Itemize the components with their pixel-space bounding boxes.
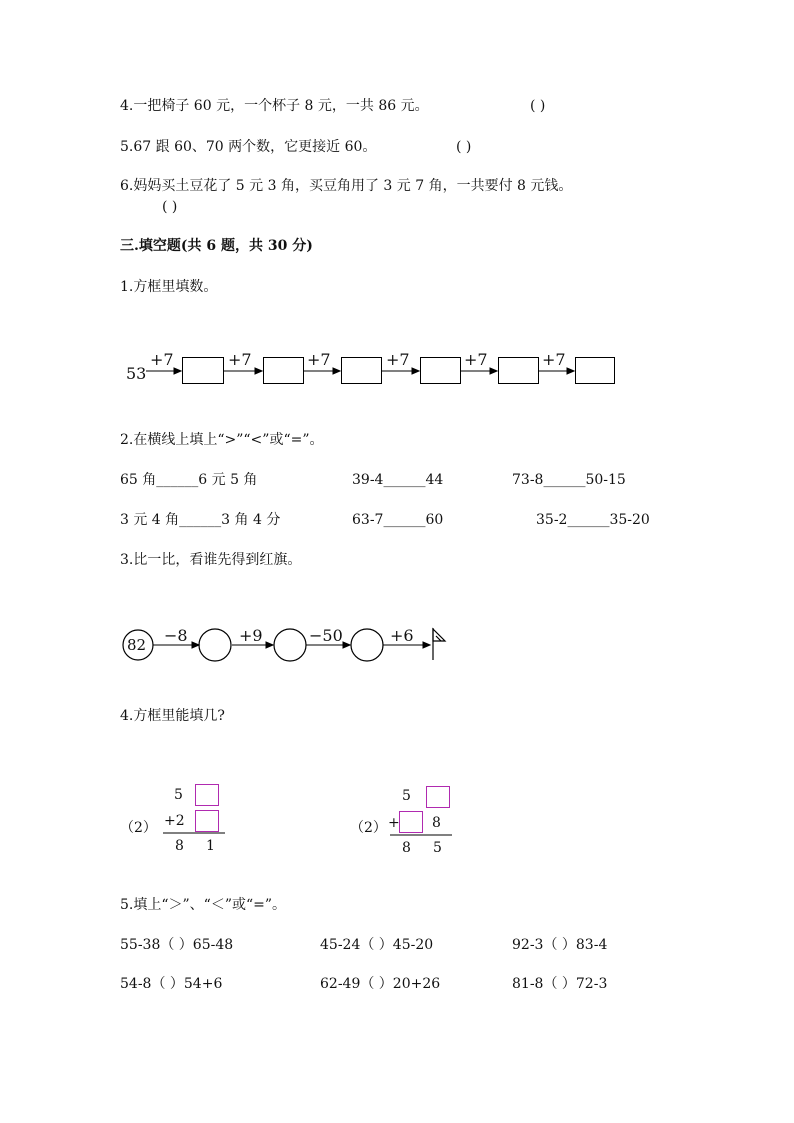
fill4b-label: （2） (350, 820, 387, 836)
fill4-title: 4.方框里能填几? (120, 708, 225, 724)
fill4a-answer-box[interactable] (195, 810, 219, 832)
fill1-step-label: +7 (386, 350, 410, 369)
fill5-item[interactable]: 55-38（ ）65-48 (120, 937, 234, 953)
fill4a-result-digit: 1 (206, 838, 215, 854)
fill4b-digit: 8 (432, 815, 441, 831)
fill2-item[interactable]: 39-4______44 (352, 472, 444, 488)
fill3-title: 3.比一比，看谁先得到红旗。 (120, 552, 302, 568)
fill4a-label: （2） (120, 820, 157, 836)
fill1-step-label: +7 (307, 350, 331, 369)
fill2-title: 2.在横线上填上“>”“<”或“=”。 (120, 432, 324, 448)
fill3-answer-circle[interactable] (199, 629, 231, 661)
fill4a-answer-box[interactable] (195, 784, 219, 806)
fill4b-answer-box[interactable] (426, 786, 450, 808)
fill1-title: 1.方框里填数。 (120, 279, 218, 295)
judge-q4-answer-paren[interactable]: ( ) (530, 98, 546, 114)
fill3-answer-circle[interactable] (351, 629, 383, 661)
fill1-step-label: +7 (542, 350, 566, 369)
judge-q4-text: 4.一把椅子 60 元，一个杯子 8 元，一共 86 元。 (120, 98, 429, 114)
fill1-start-number: 53 (126, 364, 147, 383)
fill5-item[interactable]: 54-8（ ）54+6 (120, 976, 223, 992)
fill1-answer-box[interactable] (182, 357, 224, 384)
fill1-answer-box[interactable] (575, 357, 615, 384)
fill1-step-label: +7 (228, 350, 252, 369)
judge-q6-answer-paren[interactable]: ( ) (162, 199, 178, 215)
fill3-step-label: −50 (309, 626, 343, 645)
fill4b-answer-box[interactable] (399, 811, 423, 833)
fill2-item[interactable]: 65 角______6 元 5 角 (120, 472, 258, 488)
fill2-item[interactable]: 73-8______50-15 (512, 472, 626, 488)
fill5-item[interactable]: 92-3（ ）83-4 (512, 937, 608, 953)
fill5-item[interactable]: 81-8（ ）72-3 (512, 976, 608, 992)
fill4b-plus-sign: + (388, 815, 400, 831)
judge-q5-answer-paren[interactable]: ( ) (456, 139, 472, 155)
fill1-answer-box[interactable] (263, 357, 304, 384)
fill4b-result-digit: 5 (433, 840, 442, 856)
fill5-item[interactable]: 62-49（ ）20+26 (320, 976, 441, 992)
fill5-item[interactable]: 45-24（ ）45-20 (320, 937, 434, 953)
fill3-step-label: +6 (390, 626, 414, 645)
fill5-title: 5.填上“＞”、“＜”或“=”。 (120, 897, 287, 913)
section-title: 三.填空题(共 6 题，共 30 分) (120, 238, 313, 254)
fill2-item[interactable]: 3 元 4 角______3 角 4 分 (120, 512, 281, 528)
judge-q6-text: 6.妈妈买土豆花了 5 元 3 角，买豆角用了 3 元 7 角，一共要付 8 元钱。 (120, 178, 573, 194)
fill4a-top-digit: 5 (174, 787, 183, 803)
judge-q5-text: 5.67 跟 60、70 两个数，它更接近 60。 (120, 139, 377, 155)
fill3-answer-circle[interactable] (274, 629, 306, 661)
fill1-answer-box[interactable] (498, 357, 539, 384)
fill4a-addend: +2 (164, 813, 185, 829)
fill4b-top-digit: 5 (402, 788, 411, 804)
fill2-item[interactable]: 35-2______35-20 (536, 512, 650, 528)
fill3-step-label: −8 (164, 626, 188, 645)
fill3-step-label: +9 (239, 626, 263, 645)
fill1-answer-box[interactable] (341, 357, 382, 384)
fill1-step-label: +7 (150, 350, 174, 369)
fill1-step-label: +7 (464, 350, 488, 369)
fill1-answer-box[interactable] (420, 357, 461, 384)
fill4b-result-digit: 8 (402, 840, 411, 856)
fill2-item[interactable]: 63-7______60 (352, 512, 444, 528)
fill3-start-number: 82 (127, 636, 147, 654)
fill4a-result-digit: 8 (175, 838, 184, 854)
